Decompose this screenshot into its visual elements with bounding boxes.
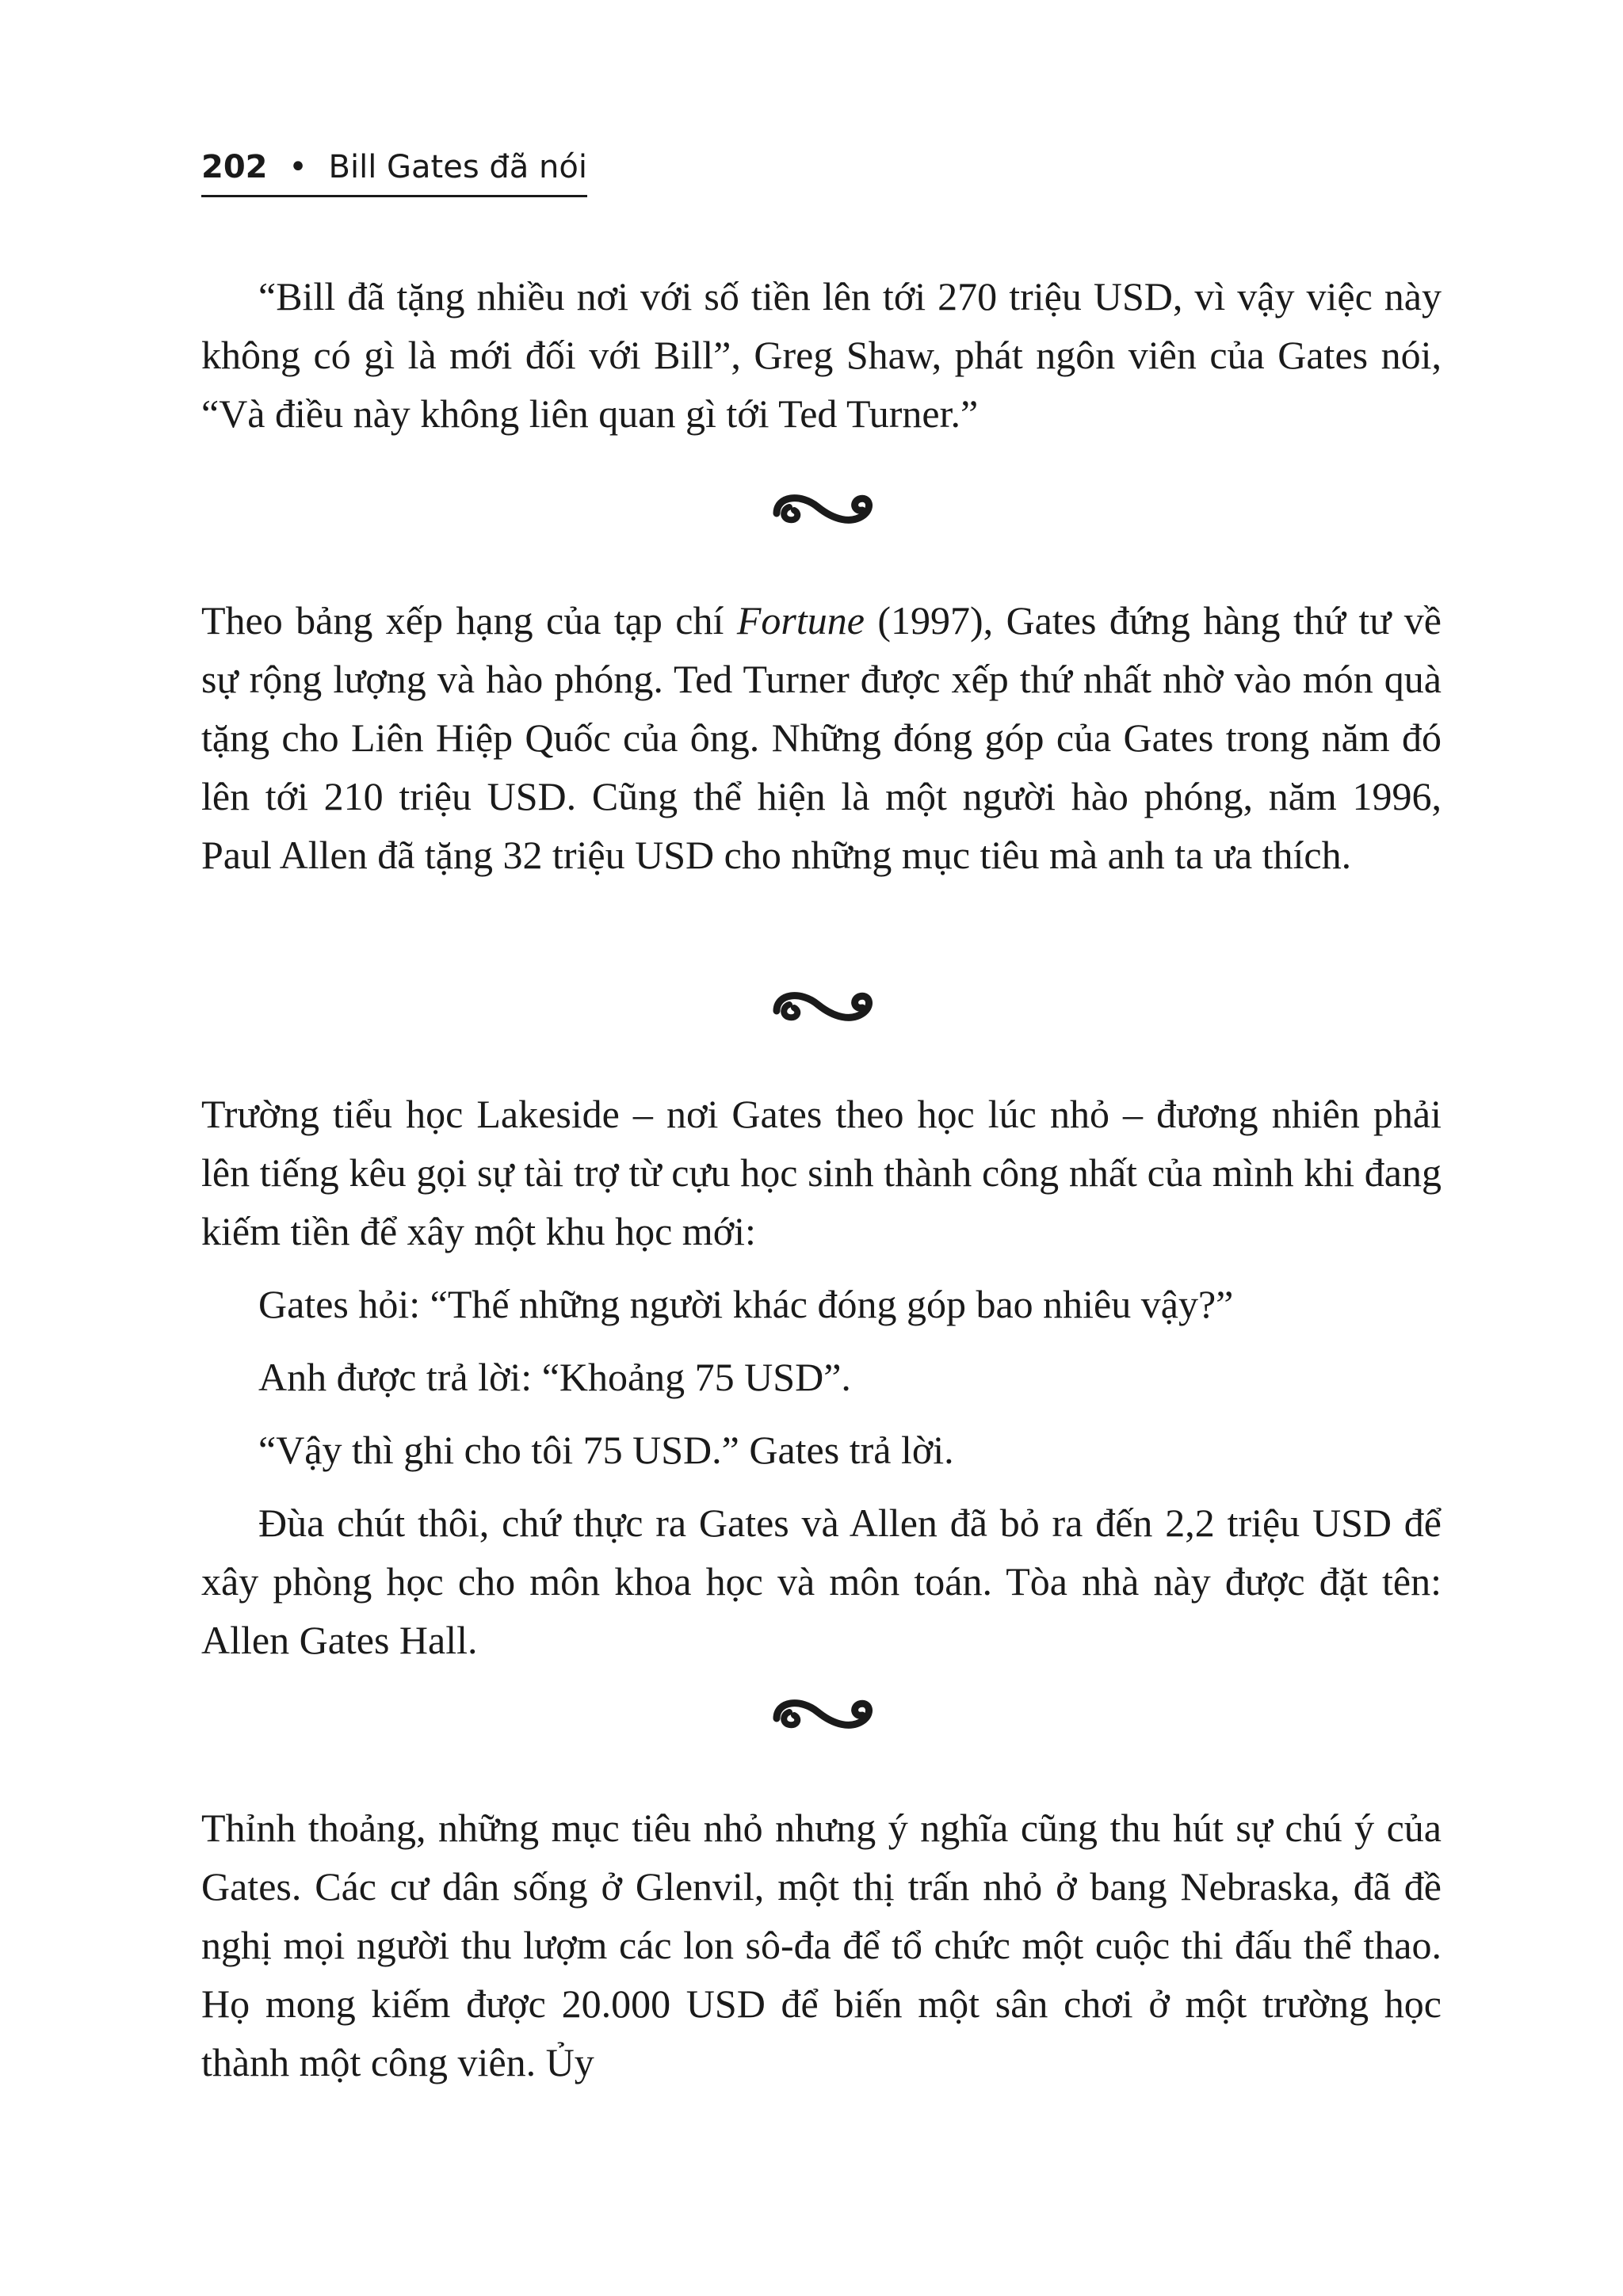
paragraph-lakeside: Trường tiểu học Lakeside – nơi Gates theo học lúc nhỏ – đương nhiên phải lên tiếng kêu gọi sự tài trợ từ cựu học sinh thành công nhất của mình khi đang kiếm tiền để xây một khu học mới:	[201, 1092, 1442, 1253]
paragraph-allen-gates-hall: Đùa chút thôi, chứ thực ra Gates và Allen đã bỏ ra đến 2,2 triệu USD để xây phòng học cho môn khoa học và môn toán. Tòa nhà này được đặt tên: Allen Gates Hall.	[201, 1501, 1442, 1662]
header-bullet: •	[288, 149, 307, 185]
fortune-text-after: (1997), Gates đứng hàng thứ tư về sự rộng lượng và hào phóng. Ted Turner được xếp thứ nhất nhờ vào món quà tặng cho Liên Hiệp Quốc của ông. Những đóng góp của Gates trong năm đó lên tới 210 triệu USD. Cũng thể hiện là một người hào phóng, năm 1996, Paul Allen đã tặng 32 triệu USD cho những mục tiêu mà anh ta ưa thích.	[201, 598, 1442, 877]
fortune-text-before: Theo bảng xếp hạng của tạp chí	[201, 598, 737, 643]
section-2	[201, 591, 1442, 884]
dialog-line: “Vậy thì ghi cho tôi 75 USD.” Gates trả lời.	[258, 1428, 954, 1472]
swash-ornament-icon	[762, 1690, 889, 1737]
running-header	[201, 147, 587, 197]
dialog-line: Gates hỏi: “Thế những người khác đóng góp bao nhiêu vậy?”	[258, 1282, 1234, 1326]
swash-ornament-icon	[762, 485, 889, 532]
section-1	[201, 267, 1442, 443]
paragraph-glenvil: Thỉnh thoảng, những mục tiêu nhỏ nhưng ý nghĩa cũng thu hút sự chú ý của Gates. Các cư dân sống ở Glenvil, một thị trấn nhỏ ở bang Nebraska, đã đề nghị mọi người thu lượm các lon sô-đa để tổ chức một cuộc thi đấu thể thao. Họ mong kiếm được 20.000 USD để biến một sân chơi ở một trường học thành một công viên. Ủy	[201, 1806, 1442, 2084]
paragraph-quote-greg-shaw: “Bill đã tặng nhiều nơi với số tiền lên tới 270 triệu USD, vì vậy việc này không có gì là mới đối với Bill”, Greg Shaw, phát ngôn viên của Gates nói, “Và điều này không liên quan gì tới Ted Turner.”	[201, 274, 1442, 436]
section-3	[201, 1085, 1442, 1669]
magazine-name: Fortune	[736, 598, 865, 643]
page-number: 202	[201, 149, 268, 185]
paragraph-fortune-ranking	[201, 591, 1442, 884]
dialog-line: Anh được trả lời: “Khoảng 75 USD”.	[258, 1355, 851, 1399]
book-title: Bill Gates đã nói	[328, 149, 587, 185]
section-4	[201, 1798, 1442, 2092]
swash-ornament-icon	[762, 982, 889, 1030]
